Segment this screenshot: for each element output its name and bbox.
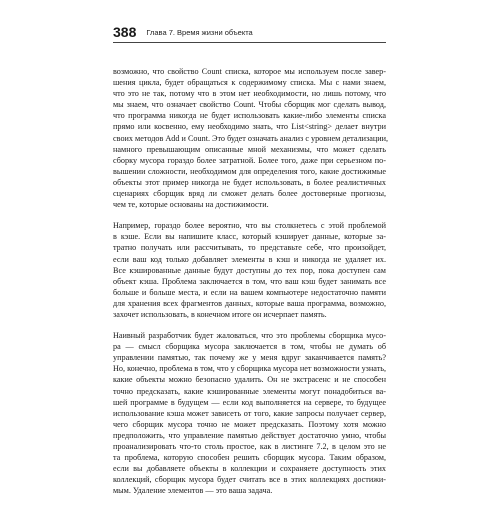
text-line: шения цикла, будет обращаться к содержимому списка. Мы с нами знаем, xyxy=(113,78,386,88)
text-line: та проблема, которую способен решить сборщик мусора. Таким образом, xyxy=(113,453,386,463)
text-line: объекты этот пример никогда не будет использовать, в более реалистичных xyxy=(113,177,386,187)
text-line: прямо или косвенно, ему необходимо знать, что List<string> делает внутри xyxy=(113,122,386,132)
paragraph xyxy=(113,66,389,210)
text-line: своих методов Add и Count. Это будет означать анализ с уровнем детализации, xyxy=(113,133,389,143)
running-header xyxy=(113,22,386,43)
text-line: сценариях сборщик вряд ли сможет делать более достоверные прогнозы, xyxy=(113,189,386,199)
text-line: тратно получать или рассчитывать, то представьте себе, что произойдет, xyxy=(113,243,386,253)
text-line: если ваш код только добавляет элементы в кэш и никогда не удаляет их. xyxy=(113,254,386,264)
text-line: вышении сложности, необходимом для определения того, какие достижимые xyxy=(113,166,386,176)
chapter-title: Глава 7. Время жизни объекта xyxy=(146,28,253,37)
text-line: намного превышающим описанные мной механизмы, что может сделать xyxy=(113,144,386,154)
text-line: возможно, что свойство Count списка, которое мы используем после завер- xyxy=(113,67,386,76)
text-line: проанализировать что-то столь простое, как в листинге 7.2, в целом это не xyxy=(113,442,386,451)
text-line: ра — смысл сборщика мусора заключается в том, чтобы не думать об xyxy=(113,342,386,352)
text-line: что это не так, потому что в этом нет необходимости, но лишь потому, что xyxy=(113,89,386,99)
text-line: управлении памятью, так почему же у меня вдруг заканчивается память? xyxy=(113,353,386,363)
text-line: что программа никогда не будет использовать какие-либо элементы списка xyxy=(113,111,386,121)
text-line: захочет использовать, в конечном итоге он исчерпает память. xyxy=(113,309,327,319)
text-line: сборку мусора гораздо более затратной. Более того, даже при серьезном по- xyxy=(113,155,386,165)
text-line: объект кэша. Проблема заключается в том, что ваш кэш будет занимать все xyxy=(113,276,386,286)
paragraph xyxy=(113,220,386,320)
text-line: Наивный разработчик будет жаловаться, что это проблемы сборщика мусо- xyxy=(113,331,386,341)
text-line: мым. Удаление элементов — это ваша задача. xyxy=(113,486,273,496)
text-line: для хранения всех фрагментов данных, которые ваша программа, возможно, xyxy=(113,298,386,308)
body-text xyxy=(113,66,389,506)
text-line: Например, гораздо более вероятно, что вы столкнетесь с этой проблемой xyxy=(113,221,386,231)
text-line: точно предсказать, какие кэшированные элементы могут понадобиться ва- xyxy=(113,386,386,396)
page-number: 388 xyxy=(113,24,137,40)
text-line: предположить, что управление памятью действует достаточно умно, чтобы xyxy=(113,430,386,440)
text-line: коллекций, сборщик мусора будет считать все в этих коллекциях достижи- xyxy=(113,475,386,485)
text-line: шей программе в будущем — если код выполняется на сервере, то будущее xyxy=(113,397,386,407)
text-line: Все кэшированные данные будут доступны до тех пор, пока доступен сам xyxy=(113,265,386,275)
text-line: мы знаем, что означает свойство Count. Чтобы сборщик мог сделать вывод, xyxy=(113,100,386,110)
text-line: использование кэша может зависеть от того, какие запросы получает сервер, xyxy=(113,408,386,418)
text-line: чего сборщик мусора точно не может предсказать. Поэтому хотя можно xyxy=(113,419,386,429)
text-line: Но, конечно, проблема в том, что у сборщика мусора нет возможности узнать, xyxy=(113,364,387,374)
text-line: если вы добавляете объекты в коллекции и сохраняете доступность этих xyxy=(113,464,386,474)
text-line: больше и больше места, и если на вашем компьютере недостаточно памяти xyxy=(113,287,386,297)
text-line: какие объекты можно безопасно удалить. Он не экстрасенс и не способен xyxy=(113,375,386,385)
text-line: в кэше. Если вы напишите класс, который кэширует данные, которые за- xyxy=(113,232,386,242)
text-line: чем те, которые основаны на достижимости. xyxy=(113,200,269,210)
paragraph xyxy=(113,330,386,496)
